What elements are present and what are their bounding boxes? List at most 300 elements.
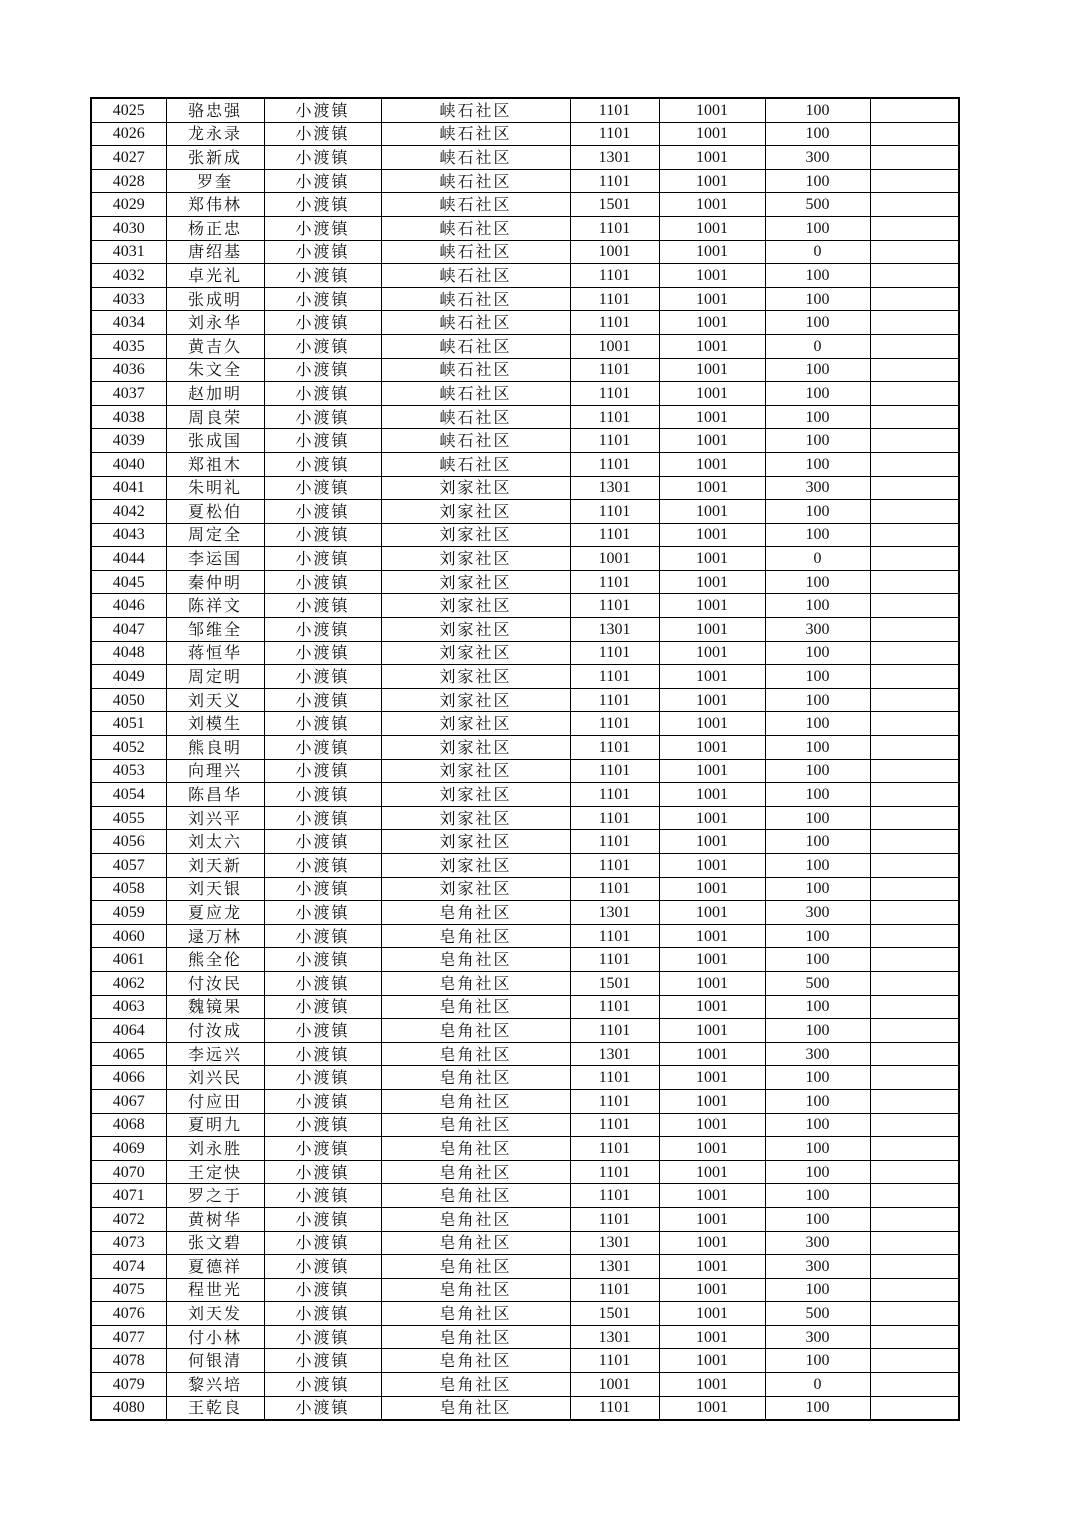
note-cell bbox=[870, 311, 959, 335]
code-b-cell: 1001 bbox=[659, 1302, 765, 1326]
table-row bbox=[91, 476, 959, 500]
amount-cell: 300 bbox=[765, 146, 870, 170]
community-name-cell: 刘家社区 bbox=[381, 854, 570, 878]
code-a-cell: 1101 bbox=[570, 1349, 659, 1373]
code-a-cell: 1101 bbox=[570, 1207, 659, 1231]
amount-cell: 100 bbox=[765, 759, 870, 783]
row-id-cell: 4058 bbox=[91, 877, 166, 901]
town-name-cell: 小渡镇 bbox=[264, 1019, 381, 1043]
row-id-cell: 4031 bbox=[91, 240, 166, 264]
row-id-cell: 4038 bbox=[91, 405, 166, 429]
table-row bbox=[91, 287, 959, 311]
amount-cell: 300 bbox=[765, 618, 870, 642]
code-b-cell: 1001 bbox=[659, 146, 765, 170]
table-row bbox=[91, 971, 959, 995]
note-cell bbox=[870, 1373, 959, 1397]
code-a-cell: 1101 bbox=[570, 216, 659, 240]
amount-cell: 300 bbox=[765, 1231, 870, 1255]
table-row bbox=[91, 1089, 959, 1113]
code-a-cell: 1001 bbox=[570, 240, 659, 264]
note-cell bbox=[870, 334, 959, 358]
code-a-cell: 1101 bbox=[570, 122, 659, 146]
town-name-cell: 小渡镇 bbox=[264, 1325, 381, 1349]
amount-cell: 100 bbox=[765, 216, 870, 240]
row-id-cell: 4051 bbox=[91, 712, 166, 736]
table-row bbox=[91, 98, 959, 122]
person-name-cell: 赵加明 bbox=[166, 382, 264, 406]
code-b-cell: 1001 bbox=[659, 287, 765, 311]
table-row bbox=[91, 1137, 959, 1161]
table-row bbox=[91, 382, 959, 406]
amount-cell: 0 bbox=[765, 1373, 870, 1397]
amount-cell: 100 bbox=[765, 877, 870, 901]
code-a-cell: 1301 bbox=[570, 476, 659, 500]
community-name-cell: 峡石社区 bbox=[381, 240, 570, 264]
community-name-cell: 皂角社区 bbox=[381, 995, 570, 1019]
code-b-cell: 1001 bbox=[659, 806, 765, 830]
row-id-cell: 4025 bbox=[91, 98, 166, 122]
code-b-cell: 1001 bbox=[659, 948, 765, 972]
note-cell bbox=[870, 122, 959, 146]
town-name-cell: 小渡镇 bbox=[264, 1373, 381, 1397]
community-name-cell: 刘家社区 bbox=[381, 523, 570, 547]
row-id-cell: 4044 bbox=[91, 547, 166, 571]
row-id-cell: 4042 bbox=[91, 500, 166, 524]
community-name-cell: 峡石社区 bbox=[381, 311, 570, 335]
row-id-cell: 4071 bbox=[91, 1184, 166, 1208]
amount-cell: 500 bbox=[765, 193, 870, 217]
code-a-cell: 1101 bbox=[570, 948, 659, 972]
amount-cell: 100 bbox=[765, 264, 870, 288]
code-b-cell: 1001 bbox=[659, 1089, 765, 1113]
person-name-cell: 周良荣 bbox=[166, 405, 264, 429]
amount-cell: 0 bbox=[765, 547, 870, 571]
amount-cell: 100 bbox=[765, 311, 870, 335]
person-name-cell: 王乾良 bbox=[166, 1396, 264, 1420]
row-id-cell: 4029 bbox=[91, 193, 166, 217]
community-name-cell: 皂角社区 bbox=[381, 1255, 570, 1279]
amount-cell: 100 bbox=[765, 523, 870, 547]
person-name-cell: 何银清 bbox=[166, 1349, 264, 1373]
code-a-cell: 1301 bbox=[570, 146, 659, 170]
note-cell bbox=[870, 948, 959, 972]
amount-cell: 100 bbox=[765, 1207, 870, 1231]
code-a-cell: 1301 bbox=[570, 618, 659, 642]
note-cell bbox=[870, 712, 959, 736]
community-name-cell: 刘家社区 bbox=[381, 783, 570, 807]
row-id-cell: 4074 bbox=[91, 1255, 166, 1279]
amount-cell: 300 bbox=[765, 1325, 870, 1349]
code-b-cell: 1001 bbox=[659, 830, 765, 854]
code-a-cell: 1101 bbox=[570, 452, 659, 476]
person-name-cell: 夏德祥 bbox=[166, 1255, 264, 1279]
code-b-cell: 1001 bbox=[659, 783, 765, 807]
amount-cell: 100 bbox=[765, 1349, 870, 1373]
person-name-cell: 付小林 bbox=[166, 1325, 264, 1349]
person-name-cell: 逯万林 bbox=[166, 924, 264, 948]
town-name-cell: 小渡镇 bbox=[264, 476, 381, 500]
note-cell bbox=[870, 1255, 959, 1279]
note-cell bbox=[870, 854, 959, 878]
code-a-cell: 1101 bbox=[570, 594, 659, 618]
town-name-cell: 小渡镇 bbox=[264, 1184, 381, 1208]
note-cell bbox=[870, 901, 959, 925]
person-name-cell: 李远兴 bbox=[166, 1042, 264, 1066]
person-name-cell: 王定快 bbox=[166, 1160, 264, 1184]
community-name-cell: 峡石社区 bbox=[381, 452, 570, 476]
person-name-cell: 向理兴 bbox=[166, 759, 264, 783]
code-a-cell: 1001 bbox=[570, 547, 659, 571]
person-name-cell: 陈昌华 bbox=[166, 783, 264, 807]
town-name-cell: 小渡镇 bbox=[264, 854, 381, 878]
community-name-cell: 刘家社区 bbox=[381, 476, 570, 500]
table-row bbox=[91, 736, 959, 760]
community-name-cell: 峡石社区 bbox=[381, 429, 570, 453]
community-name-cell: 皂角社区 bbox=[381, 1042, 570, 1066]
person-name-cell: 黎兴培 bbox=[166, 1373, 264, 1397]
community-name-cell: 刘家社区 bbox=[381, 688, 570, 712]
code-a-cell: 1101 bbox=[570, 712, 659, 736]
row-id-cell: 4072 bbox=[91, 1207, 166, 1231]
row-id-cell: 4057 bbox=[91, 854, 166, 878]
amount-cell: 100 bbox=[765, 688, 870, 712]
code-b-cell: 1001 bbox=[659, 1137, 765, 1161]
table-row bbox=[91, 1160, 959, 1184]
person-name-cell: 周定明 bbox=[166, 665, 264, 689]
note-cell bbox=[870, 641, 959, 665]
table-row bbox=[91, 1349, 959, 1373]
person-name-cell: 黄吉久 bbox=[166, 334, 264, 358]
town-name-cell: 小渡镇 bbox=[264, 98, 381, 122]
amount-cell: 100 bbox=[765, 405, 870, 429]
row-id-cell: 4041 bbox=[91, 476, 166, 500]
code-b-cell: 1001 bbox=[659, 334, 765, 358]
code-b-cell: 1001 bbox=[659, 193, 765, 217]
person-name-cell: 周定全 bbox=[166, 523, 264, 547]
code-b-cell: 1001 bbox=[659, 641, 765, 665]
note-cell bbox=[870, 618, 959, 642]
town-name-cell: 小渡镇 bbox=[264, 452, 381, 476]
table-row bbox=[91, 264, 959, 288]
table-row bbox=[91, 712, 959, 736]
town-name-cell: 小渡镇 bbox=[264, 594, 381, 618]
row-id-cell: 4046 bbox=[91, 594, 166, 618]
note-cell bbox=[870, 264, 959, 288]
code-a-cell: 1301 bbox=[570, 1042, 659, 1066]
person-name-cell: 卓光礼 bbox=[166, 264, 264, 288]
community-name-cell: 刘家社区 bbox=[381, 830, 570, 854]
person-name-cell: 张文碧 bbox=[166, 1231, 264, 1255]
amount-cell: 100 bbox=[765, 995, 870, 1019]
code-b-cell: 1001 bbox=[659, 971, 765, 995]
code-a-cell: 1101 bbox=[570, 570, 659, 594]
community-name-cell: 刘家社区 bbox=[381, 665, 570, 689]
code-b-cell: 1001 bbox=[659, 1255, 765, 1279]
table-row bbox=[91, 311, 959, 335]
note-cell bbox=[870, 1137, 959, 1161]
town-name-cell: 小渡镇 bbox=[264, 995, 381, 1019]
note-cell bbox=[870, 1231, 959, 1255]
town-name-cell: 小渡镇 bbox=[264, 1302, 381, 1326]
note-cell bbox=[870, 1089, 959, 1113]
town-name-cell: 小渡镇 bbox=[264, 1207, 381, 1231]
town-name-cell: 小渡镇 bbox=[264, 1349, 381, 1373]
community-name-cell: 峡石社区 bbox=[381, 169, 570, 193]
code-a-cell: 1101 bbox=[570, 98, 659, 122]
code-b-cell: 1001 bbox=[659, 1278, 765, 1302]
town-name-cell: 小渡镇 bbox=[264, 169, 381, 193]
row-id-cell: 4040 bbox=[91, 452, 166, 476]
row-id-cell: 4076 bbox=[91, 1302, 166, 1326]
code-b-cell: 1001 bbox=[659, 547, 765, 571]
person-name-cell: 张新成 bbox=[166, 146, 264, 170]
row-id-cell: 4059 bbox=[91, 901, 166, 925]
code-a-cell: 1101 bbox=[570, 287, 659, 311]
code-a-cell: 1101 bbox=[570, 830, 659, 854]
code-a-cell: 1101 bbox=[570, 877, 659, 901]
person-name-cell: 刘兴平 bbox=[166, 806, 264, 830]
community-name-cell: 皂角社区 bbox=[381, 1207, 570, 1231]
amount-cell: 100 bbox=[765, 854, 870, 878]
person-name-cell: 刘天银 bbox=[166, 877, 264, 901]
row-id-cell: 4045 bbox=[91, 570, 166, 594]
row-id-cell: 4027 bbox=[91, 146, 166, 170]
person-name-cell: 夏明九 bbox=[166, 1113, 264, 1137]
amount-cell: 100 bbox=[765, 500, 870, 524]
amount-cell: 100 bbox=[765, 287, 870, 311]
code-a-cell: 1101 bbox=[570, 641, 659, 665]
code-a-cell: 1301 bbox=[570, 1325, 659, 1349]
person-name-cell: 骆忠强 bbox=[166, 98, 264, 122]
code-a-cell: 1101 bbox=[570, 924, 659, 948]
town-name-cell: 小渡镇 bbox=[264, 688, 381, 712]
amount-cell: 100 bbox=[765, 783, 870, 807]
community-name-cell: 皂角社区 bbox=[381, 971, 570, 995]
table-row bbox=[91, 877, 959, 901]
row-id-cell: 4055 bbox=[91, 806, 166, 830]
note-cell bbox=[870, 1207, 959, 1231]
town-name-cell: 小渡镇 bbox=[264, 618, 381, 642]
community-name-cell: 皂角社区 bbox=[381, 1160, 570, 1184]
table-row bbox=[91, 759, 959, 783]
note-cell bbox=[870, 1160, 959, 1184]
person-name-cell: 郑祖木 bbox=[166, 452, 264, 476]
row-id-cell: 4075 bbox=[91, 1278, 166, 1302]
code-b-cell: 1001 bbox=[659, 476, 765, 500]
note-cell bbox=[870, 405, 959, 429]
table-row bbox=[91, 193, 959, 217]
amount-cell: 100 bbox=[765, 641, 870, 665]
amount-cell: 100 bbox=[765, 1160, 870, 1184]
code-a-cell: 1101 bbox=[570, 1184, 659, 1208]
row-id-cell: 4070 bbox=[91, 1160, 166, 1184]
town-name-cell: 小渡镇 bbox=[264, 334, 381, 358]
town-name-cell: 小渡镇 bbox=[264, 193, 381, 217]
town-name-cell: 小渡镇 bbox=[264, 358, 381, 382]
community-name-cell: 皂角社区 bbox=[381, 1089, 570, 1113]
note-cell bbox=[870, 995, 959, 1019]
code-b-cell: 1001 bbox=[659, 1160, 765, 1184]
code-b-cell: 1001 bbox=[659, 405, 765, 429]
amount-cell: 100 bbox=[765, 712, 870, 736]
code-b-cell: 1001 bbox=[659, 877, 765, 901]
table-row bbox=[91, 358, 959, 382]
code-b-cell: 1001 bbox=[659, 216, 765, 240]
note-cell bbox=[870, 1019, 959, 1043]
person-name-cell: 罗之于 bbox=[166, 1184, 264, 1208]
amount-cell: 100 bbox=[765, 1019, 870, 1043]
table-row bbox=[91, 1113, 959, 1137]
code-b-cell: 1001 bbox=[659, 924, 765, 948]
person-name-cell: 蒋恒华 bbox=[166, 641, 264, 665]
person-name-cell: 刘天发 bbox=[166, 1302, 264, 1326]
row-id-cell: 4030 bbox=[91, 216, 166, 240]
code-a-cell: 1501 bbox=[570, 1302, 659, 1326]
code-a-cell: 1101 bbox=[570, 429, 659, 453]
note-cell bbox=[870, 1302, 959, 1326]
town-name-cell: 小渡镇 bbox=[264, 924, 381, 948]
code-a-cell: 1101 bbox=[570, 1278, 659, 1302]
code-b-cell: 1001 bbox=[659, 759, 765, 783]
code-b-cell: 1001 bbox=[659, 618, 765, 642]
table-row bbox=[91, 1066, 959, 1090]
town-name-cell: 小渡镇 bbox=[264, 736, 381, 760]
note-cell bbox=[870, 570, 959, 594]
note-cell bbox=[870, 877, 959, 901]
amount-cell: 100 bbox=[765, 358, 870, 382]
code-b-cell: 1001 bbox=[659, 98, 765, 122]
code-b-cell: 1001 bbox=[659, 712, 765, 736]
code-a-cell: 1101 bbox=[570, 759, 659, 783]
note-cell bbox=[870, 98, 959, 122]
amount-cell: 500 bbox=[765, 971, 870, 995]
code-b-cell: 1001 bbox=[659, 240, 765, 264]
amount-cell: 100 bbox=[765, 1278, 870, 1302]
town-name-cell: 小渡镇 bbox=[264, 216, 381, 240]
code-a-cell: 1101 bbox=[570, 1066, 659, 1090]
community-name-cell: 皂角社区 bbox=[381, 1302, 570, 1326]
table-row bbox=[91, 806, 959, 830]
community-name-cell: 峡石社区 bbox=[381, 122, 570, 146]
table-row bbox=[91, 854, 959, 878]
code-b-cell: 1001 bbox=[659, 1325, 765, 1349]
row-id-cell: 4035 bbox=[91, 334, 166, 358]
town-name-cell: 小渡镇 bbox=[264, 570, 381, 594]
row-id-cell: 4060 bbox=[91, 924, 166, 948]
amount-cell: 100 bbox=[765, 570, 870, 594]
person-name-cell: 朱明礼 bbox=[166, 476, 264, 500]
community-name-cell: 峡石社区 bbox=[381, 146, 570, 170]
note-cell bbox=[870, 146, 959, 170]
community-name-cell: 皂角社区 bbox=[381, 1184, 570, 1208]
community-name-cell: 峡石社区 bbox=[381, 193, 570, 217]
note-cell bbox=[870, 476, 959, 500]
note-cell bbox=[870, 1066, 959, 1090]
code-b-cell: 1001 bbox=[659, 452, 765, 476]
code-b-cell: 1001 bbox=[659, 1373, 765, 1397]
person-name-cell: 熊全伦 bbox=[166, 948, 264, 972]
note-cell bbox=[870, 358, 959, 382]
row-id-cell: 4032 bbox=[91, 264, 166, 288]
table-row bbox=[91, 523, 959, 547]
note-cell bbox=[870, 287, 959, 311]
code-a-cell: 1301 bbox=[570, 1255, 659, 1279]
code-a-cell: 1101 bbox=[570, 995, 659, 1019]
code-a-cell: 1101 bbox=[570, 854, 659, 878]
community-name-cell: 刘家社区 bbox=[381, 594, 570, 618]
note-cell bbox=[870, 240, 959, 264]
code-a-cell: 1101 bbox=[570, 1137, 659, 1161]
code-b-cell: 1001 bbox=[659, 1066, 765, 1090]
town-name-cell: 小渡镇 bbox=[264, 759, 381, 783]
person-name-cell: 罗奎 bbox=[166, 169, 264, 193]
row-id-cell: 4067 bbox=[91, 1089, 166, 1113]
records-table bbox=[90, 97, 960, 1421]
amount-cell: 100 bbox=[765, 594, 870, 618]
community-name-cell: 峡石社区 bbox=[381, 334, 570, 358]
table-row bbox=[91, 1207, 959, 1231]
table-row bbox=[91, 1042, 959, 1066]
town-name-cell: 小渡镇 bbox=[264, 830, 381, 854]
row-id-cell: 4080 bbox=[91, 1396, 166, 1420]
person-name-cell: 龙永录 bbox=[166, 122, 264, 146]
code-b-cell: 1001 bbox=[659, 688, 765, 712]
town-name-cell: 小渡镇 bbox=[264, 429, 381, 453]
town-name-cell: 小渡镇 bbox=[264, 1231, 381, 1255]
code-a-cell: 1101 bbox=[570, 1089, 659, 1113]
row-id-cell: 4037 bbox=[91, 382, 166, 406]
community-name-cell: 刘家社区 bbox=[381, 547, 570, 571]
town-name-cell: 小渡镇 bbox=[264, 523, 381, 547]
code-a-cell: 1101 bbox=[570, 523, 659, 547]
row-id-cell: 4039 bbox=[91, 429, 166, 453]
town-name-cell: 小渡镇 bbox=[264, 1396, 381, 1420]
person-name-cell: 朱文全 bbox=[166, 358, 264, 382]
person-name-cell: 黄树华 bbox=[166, 1207, 264, 1231]
person-name-cell: 刘永胜 bbox=[166, 1137, 264, 1161]
community-name-cell: 皂角社区 bbox=[381, 1231, 570, 1255]
amount-cell: 300 bbox=[765, 476, 870, 500]
table-row bbox=[91, 783, 959, 807]
town-name-cell: 小渡镇 bbox=[264, 1137, 381, 1161]
code-a-cell: 1001 bbox=[570, 334, 659, 358]
table-row bbox=[91, 146, 959, 170]
code-b-cell: 1001 bbox=[659, 1396, 765, 1420]
person-name-cell: 刘永华 bbox=[166, 311, 264, 335]
community-name-cell: 峡石社区 bbox=[381, 405, 570, 429]
note-cell bbox=[870, 523, 959, 547]
row-id-cell: 4062 bbox=[91, 971, 166, 995]
code-b-cell: 1001 bbox=[659, 1184, 765, 1208]
amount-cell: 100 bbox=[765, 122, 870, 146]
table-row bbox=[91, 1373, 959, 1397]
table-row bbox=[91, 547, 959, 571]
amount-cell: 300 bbox=[765, 1042, 870, 1066]
person-name-cell: 邹维全 bbox=[166, 618, 264, 642]
community-name-cell: 皂角社区 bbox=[381, 1325, 570, 1349]
note-cell bbox=[870, 806, 959, 830]
community-name-cell: 皂角社区 bbox=[381, 1373, 570, 1397]
code-a-cell: 1101 bbox=[570, 665, 659, 689]
code-a-cell: 1101 bbox=[570, 736, 659, 760]
amount-cell: 100 bbox=[765, 948, 870, 972]
code-b-cell: 1001 bbox=[659, 1207, 765, 1231]
code-a-cell: 1101 bbox=[570, 1113, 659, 1137]
table-row bbox=[91, 169, 959, 193]
row-id-cell: 4061 bbox=[91, 948, 166, 972]
person-name-cell: 陈祥文 bbox=[166, 594, 264, 618]
community-name-cell: 峡石社区 bbox=[381, 358, 570, 382]
